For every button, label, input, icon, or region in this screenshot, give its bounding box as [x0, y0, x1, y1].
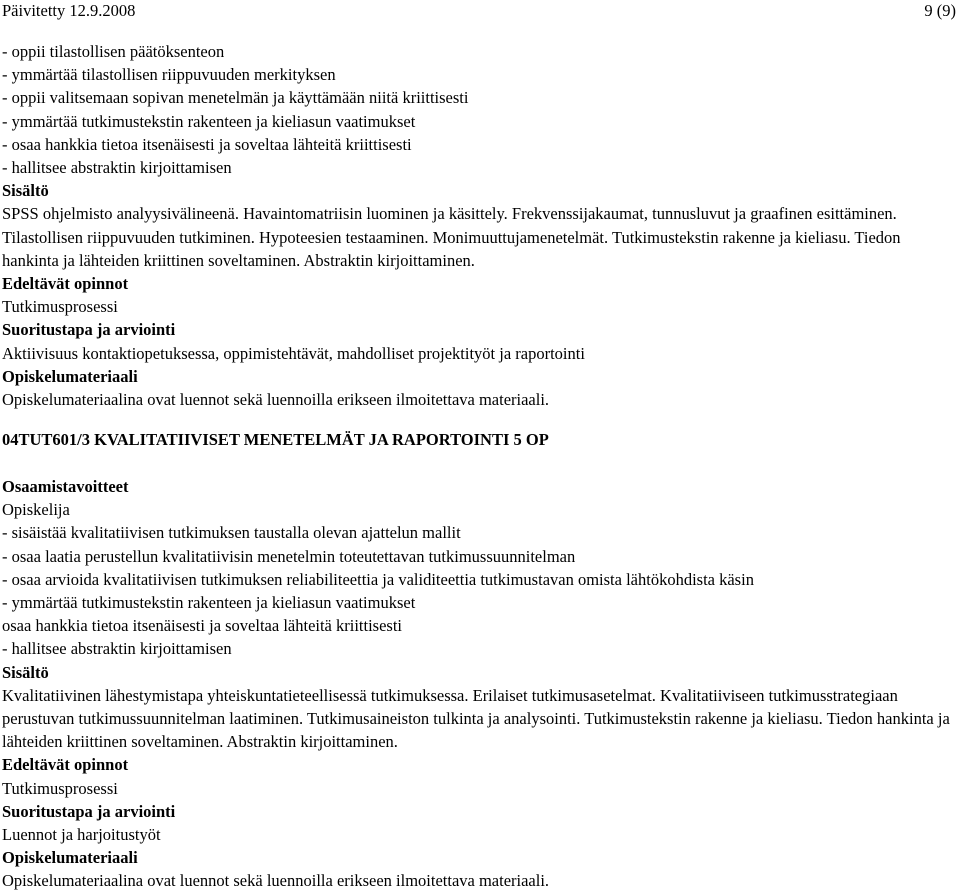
- prerequisites-heading: Edeltävät opinnot: [2, 274, 129, 294]
- content-heading: Sisältö: [2, 662, 49, 682]
- learner-label: Opiskelija: [2, 500, 70, 520]
- objective-item: - hallitsee abstraktin kirjoittamisen: [2, 639, 232, 659]
- updated-date: Päivitetty 12.9.2008: [2, 1, 136, 20]
- prerequisites-text: Tutkimusprosessi: [2, 297, 118, 317]
- content-heading: Sisältö: [2, 181, 49, 201]
- objective-item: - oppii valitsemaan sopivan menetelmän ja käyttämään niitä kriittisesti: [2, 88, 469, 108]
- course-section: [2, 475, 956, 893]
- prerequisites-text: Tutkimusprosessi: [2, 778, 118, 798]
- method-heading: Suoritustapa ja arviointi: [2, 801, 176, 821]
- material-text: Opiskelumateriaalina ovat luennot sekä luennoilla erikseen ilmoitettava materiaali.: [2, 871, 550, 891]
- objective-item: - ymmärtää tutkimustekstin rakenteen ja kieliasun vaatimukset: [2, 111, 416, 131]
- objective-item: - osaa laatia perustellun kvalitatiivisin menetelmin toteutettavan tutkimussuunnitelman: [2, 546, 576, 566]
- course-title-block: [2, 428, 956, 451]
- objective-item: - sisäistää kvalitatiivisen tutkimuksen taustalla olevan ajattelun mallit: [2, 523, 461, 543]
- method-text: Luennot ja harjoitustyöt: [2, 825, 161, 845]
- content-text: SPSS ohjelmisto analyysivälineenä. Havaintomatriisin luominen ja käsittely. Frekvenssijakaumat, tunnusluvut ja graafinen esittäminen. Tilastollisen riippuvuuden tutkiminen. Hypoteesien testaaminen. Monimuuttujamenetelmät. Tutkimustekstin rakenne ja kieliasu. Tiedon hankinta ja lähteiden kriittinen soveltaminen. Abstraktin kirjoittaminen.: [2, 204, 901, 270]
- course-title: 04TUT601/3 KVALITATIIVISET MENETELMÄT JA RAPORTOINTI 5 OP: [2, 430, 549, 449]
- content-text: Kvalitatiivinen lähestymistapa yhteiskuntatieteellisessä tutkimuksessa. Erilaiset tutkimusasetelmat. Kvalitatiiviseen tutkimusstrategiaan perustuvan tutkimussuunnitelman laatiminen. Tutkimusaineiston tulkinta ja analysointi. Tutkimustekstin rakenne ja kieliasu. Tiedon hankinta ja lähteiden kriittinen soveltaminen. Abstraktin kirjoittaminen.: [2, 685, 950, 752]
- outcomes-heading: Osaamistavoitteet: [2, 477, 129, 496]
- prerequisites-heading: Edeltävät opinnot: [2, 755, 129, 775]
- material-heading: Opiskelumateriaali: [2, 366, 138, 386]
- page-header: [2, 0, 956, 22]
- page-number: 9 (9): [924, 1, 956, 20]
- objective-item: osaa hankkia tietoa itsenäisesti ja soveltaa lähteitä kriittisesti: [2, 616, 403, 636]
- objective-item: - hallitsee abstraktin kirjoittamisen: [2, 158, 232, 178]
- material-heading: Opiskelumateriaali: [2, 848, 138, 868]
- objective-item: - ymmärtää tutkimustekstin rakenteen ja kieliasun vaatimukset: [2, 593, 416, 613]
- objective-item: - osaa hankkia tietoa itsenäisesti ja soveltaa lähteitä kriittisesti: [2, 134, 412, 154]
- course-continuation: [2, 40, 956, 411]
- objective-item: - osaa arvioida kvalitatiivisen tutkimuksen reliabiliteettia ja validiteettia tutkimustavan omista lähtökohdista käsin: [2, 569, 754, 589]
- objective-item: - ymmärtää tilastollisen riippuvuuden merkityksen: [2, 65, 336, 85]
- objective-item: - oppii tilastollisen päätöksenteon: [2, 42, 225, 61]
- method-text: Aktiivisuus kontaktiopetuksessa, oppimistehtävät, mahdolliset projektityöt ja raportointi: [2, 343, 585, 363]
- material-text: Opiskelumateriaalina ovat luennot sekä luennoilla erikseen ilmoitettava materiaali.: [2, 390, 550, 410]
- method-heading: Suoritustapa ja arviointi: [2, 320, 176, 340]
